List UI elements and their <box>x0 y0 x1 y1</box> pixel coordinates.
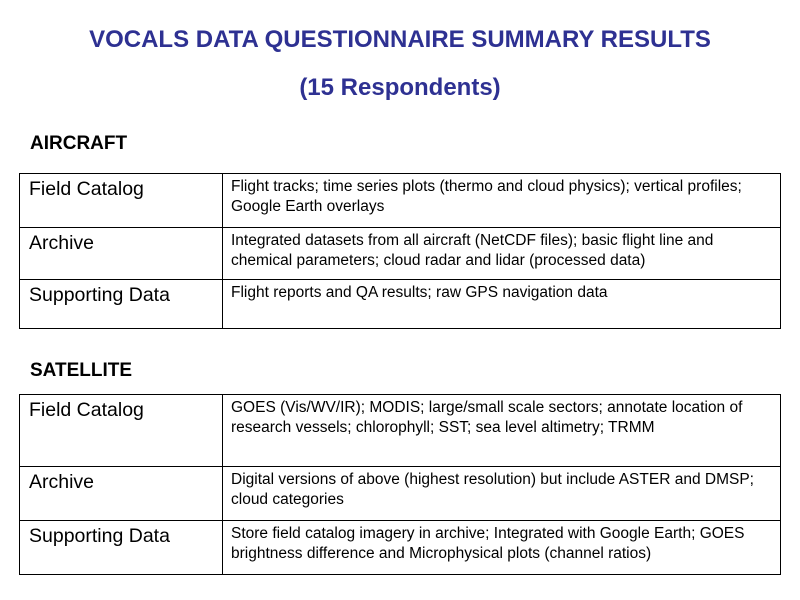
row-label: Archive <box>20 228 223 280</box>
table-row <box>20 174 781 228</box>
row-description: Flight reports and QA results; raw GPS navigation data <box>223 280 781 329</box>
row-description: Integrated datasets from all aircraft (NetCDF files); basic flight line and chemical parameters; cloud radar and lidar (processed data) <box>223 228 781 280</box>
row-label: Field Catalog <box>20 174 223 228</box>
section-heading-aircraft: AIRCRAFT <box>30 133 128 154</box>
row-description: GOES (Vis/WV/IR); MODIS; large/small scale sectors; annotate location of research vessels; chlorophyll; SST; sea level altimetry; TRMM <box>223 395 781 467</box>
satellite-table <box>19 394 781 575</box>
table-row <box>20 467 781 521</box>
table-row <box>20 521 781 575</box>
table-row <box>20 395 781 467</box>
aircraft-table <box>19 173 781 329</box>
row-label: Field Catalog <box>20 395 223 467</box>
page-subtitle: (15 Respondents) <box>299 74 501 101</box>
row-label: Supporting Data <box>20 280 223 329</box>
page-title: VOCALS DATA QUESTIONNAIRE SUMMARY RESULTS <box>89 26 711 53</box>
row-label: Supporting Data <box>20 521 223 575</box>
row-description: Digital versions of above (highest resolution) but include ASTER and DMSP; cloud categories <box>223 467 781 521</box>
table-row <box>20 280 781 329</box>
row-description: Flight tracks; time series plots (thermo and cloud physics); vertical profiles; Google Earth overlays <box>223 174 781 228</box>
section-heading-satellite: SATELLITE <box>30 360 133 381</box>
row-label: Archive <box>20 467 223 521</box>
table-row <box>20 228 781 280</box>
row-description: Store field catalog imagery in archive; Integrated with Google Earth; GOES brightness difference and Microphysical plots (channel ratios) <box>223 521 781 575</box>
